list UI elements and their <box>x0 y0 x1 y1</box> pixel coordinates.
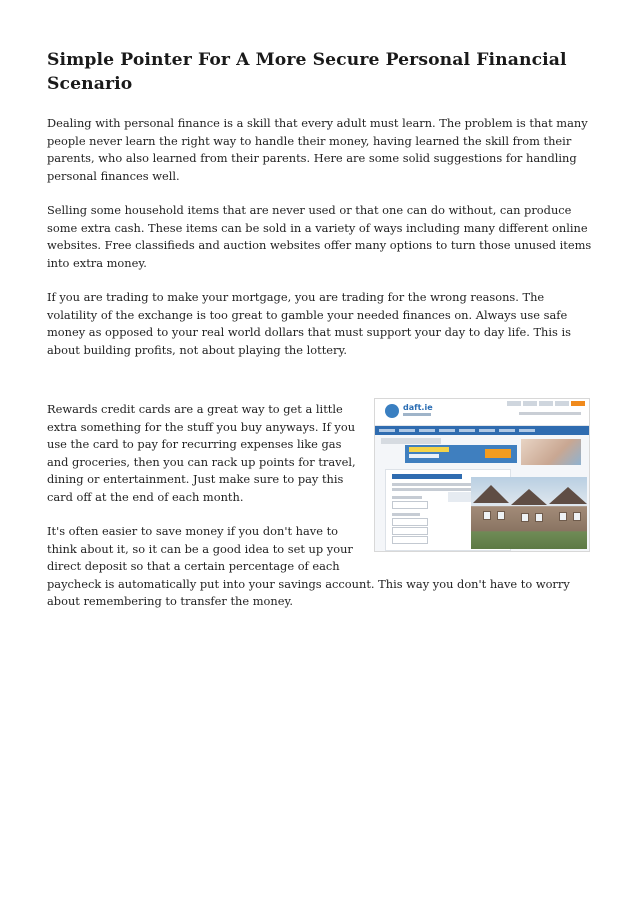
image-ad-banner <box>405 445 517 463</box>
property-tax-calculator-screenshot <box>374 398 590 552</box>
image-site-header <box>375 399 589 426</box>
site-logo-icon <box>385 404 399 418</box>
paragraph-2: Selling some household items that are never used or that one can do without, can produce some extra cash. These items can be sold in a variety of ways including many different online websites. Free classifieds and auction websites offer many options to turn those unused items into extra money. <box>47 203 592 270</box>
article-title: Simple Pointer For A More Secure Personal Financial Scenario <box>47 50 567 94</box>
paragraph-5: It's often easier to save money if you don't have to think about it, so it can be a good idea to set up your direct deposit so that a certain percentage of each paycheck is automatically put into your savings account. This way you don't have to worry about remembering to transfer the money. <box>47 524 570 608</box>
site-brand: daft.ie <box>403 403 433 412</box>
paragraph-3: If you are trading to make your mortgage, you are trading for the wrong reasons. The volatility of the exchange is too great to gamble your needed finances on. Always use safe money as opposed to your real world dollars that must support your day to day life. This is about building profits, not about playing the lottery. <box>47 290 571 357</box>
image-ad-photo <box>521 439 581 465</box>
image-site-nav <box>375 426 589 435</box>
paragraph-4: Rewards credit cards are a great way to get a little extra something for the stuff you buy anyways. If you use the card to pay for recurring expenses like gas and groceries, then you can rack up points for travel, dining or entertainment. Just make sure to pay this card off at the end of each month. <box>47 402 356 504</box>
document-page <box>47 48 595 628</box>
paragraph-1: Dealing with personal finance is a skill that every adult must learn. The problem is that many people never learn the right way to handle their money, having learned the skill from their parents, who also learned from their parents. Here are some solid suggestions for handling personal finances well. <box>47 116 588 183</box>
